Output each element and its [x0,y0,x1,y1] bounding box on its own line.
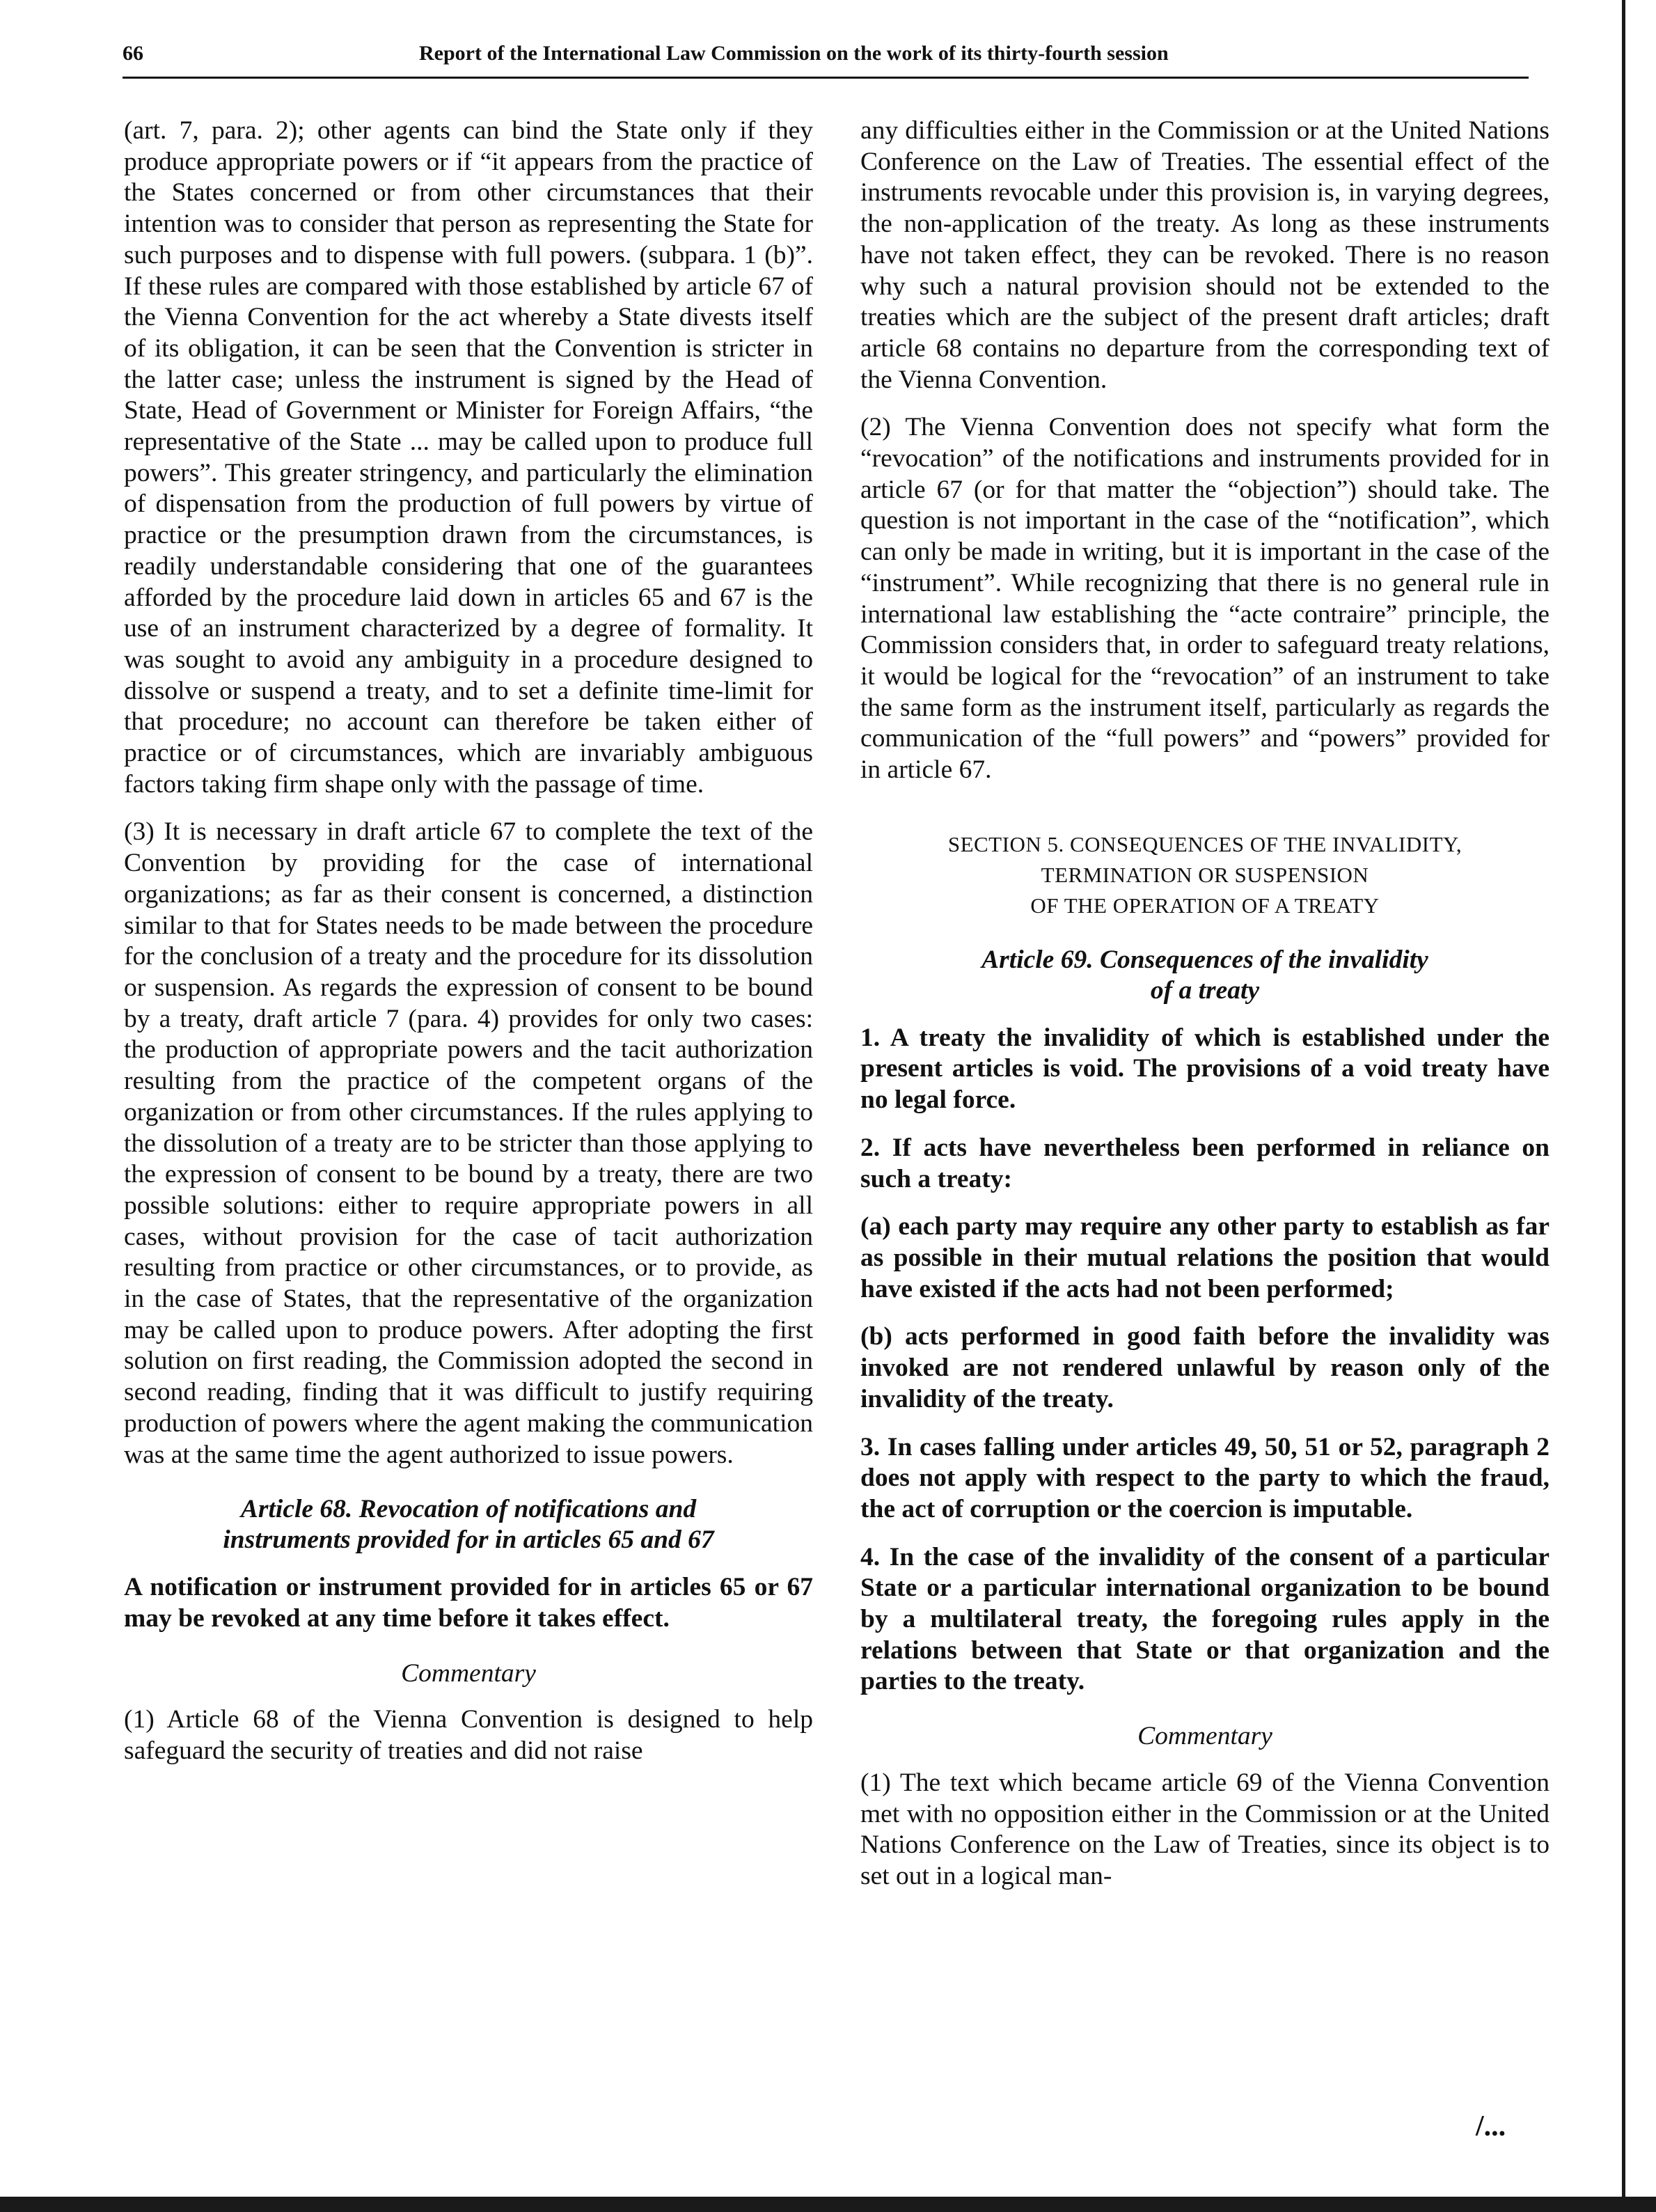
scan-edge-right [1622,0,1625,2212]
left-commentary-68-paragraph-1: (1) Article 68 of the Vienna Convention is designed to help safeguard the security of treaties and did not raise [124,1705,813,1766]
right-commentary-69-paragraph-1: (1) The text which became article 69 of the Vienna Convention met with no opposition either in the Commission or at the United Nations Conference on the Law of Treaties, since its object is to set out in a logical man- [860,1768,1549,1890]
article-69-heading-line-2: of a treaty [1150,975,1260,1005]
running-title: Report of the International Law Commission on the work of its thirty-fourth session [419,42,1169,65]
commentary-heading-68: Commentary [401,1658,536,1688]
right-paragraph-2: (2) The Vienna Convention does not specify what form the “revocation” of the notifications and instruments provided for in article 67 (or for that matter the “objection”) should take. The question is not important in the case of the “notification”, which can only be made in writing, but it is important in the case of the “instrument”. While recognizing that there is no general rule in international law establishing the “acte contraire” principle, the Commission considers that, in order to safeguard treaty relations, it would be logical for the “revocation” of an instrument to take the same form as the instrument itself, particularly as regards the communication of the “full powers” and “powers” provided for in article 67. [860,413,1549,785]
section-heading-line-2: TERMINATION OR SUSPENSION [1041,862,1369,887]
article-69-paragraph-2: 2. If acts have nevertheless been performed in reliance on such a treaty: [860,1133,1549,1193]
right-paragraph-1: any difficulties either in the Commission or at the United Nations Conference on the Law of Treaties. The essential effect of the instruments revocable under this provision is, in varying degrees, the non-application of the treaty. As long as these instruments have not taken effect, they can be revoked. There is no reason why such a natural provision should not be extended to the treaties which are the subject of the present draft articles; draft article 68 contains no departure from the corresponding text of the Vienna Convention. [860,116,1549,394]
section-heading-line-1: SECTION 5. CONSEQUENCES OF THE INVALIDITY, [947,831,1462,856]
article-69-paragraph-2a: (a) each party may require any other party to establish as far as possible in their mutual relations the position that would have existed if the acts had not been performed; [860,1212,1549,1303]
page-number: 66 [123,42,143,65]
page-header [123,42,1529,79]
article-69-paragraph-4: 4. In the case of the invalidity of the consent of a particular State or a particular international organization to be bound by a multilateral treaty, the foregoing rules apply in the relations between that State or that organization and the parties to the treaty. [860,1542,1549,1696]
article-68-text: A notification or instrument provided for in articles 65 or 67 may be revoked at any time before it takes effect. [124,1573,813,1633]
section-heading-line-3: OF THE OPERATION OF A TREATY [1030,893,1380,918]
article-69-paragraph-2b: (b) acts performed in good faith before the invalidity was invoked are not rendered unlawful by reason only of the invalidity of the treaty. [860,1322,1549,1413]
right-column [860,116,1549,1909]
article-69-heading-line-1: Article 69. Consequences of the invalidity [981,945,1428,974]
article-68-heading-line-1: Article 68. Revocation of notifications and [240,1495,697,1524]
left-paragraph-1: (art. 7, para. 2); other agents can bind the State only if they produce appropriate powers or if “it appears from the practice of the States concerned or from other circumstances that their intention was to consider that person as representing the State for such purposes and to dispense with full powers. (subpara. 1 (b)”. If these rules are compared with those established by article 67 of the Vienna Convention for the act whereby a State divests itself of its obligation, it can be seen that the Convention is stricter in the latter case; unless the instrument is signed by the Head of State, Head of Government or Minister for Foreign Affairs, “the representative of the State ... may be called upon to produce full powers”. This greater stringency, and particularly the elimination of dispensation from the production of full powers by virtue of practice or the presumption drawn from the circumstances, is readily understandable considering that one of the guarantees afforded by the procedure laid down in articles 65 and 67 is the use of an instrument characterized by a degree of formality. It was sought to avoid any ambiguity in a procedure designed to dissolve or suspend a treaty, and to set a definite time-limit for that procedure; no account can therefore be taken either of practice or of circumstances, which are invariably ambiguous factors taking firm shape only with the passage of time. [124,116,813,799]
article-69-paragraph-1: 1. A treaty the invalidity of which is established under the present articles is void. The provisions of a void treaty have no legal force. [860,1023,1549,1115]
article-69-heading [860,945,1549,1006]
article-68-heading [124,1494,813,1555]
scan-edge-bottom [0,2197,1656,2212]
continuation-mark: /... [1476,2110,1506,2142]
left-paragraph-3-commentary: (3) It is necessary in draft article 67 to complete the text of the Convention by providing for the case of international organizations; as far as their consent is concerned, a distinction similar to that for States needs to be made between the procedure for the conclusion of a treaty and the procedure for its dissolution or suspension. As regards the expression of consent to be bound by a treaty, draft article 7 (para. 4) provides for only two cases: the production of appropriate powers and the tacit authorization resulting from the practice of the competent organs of the organization or from other circumstances. If the rules applying to the dissolution of a treaty are to be stricter than those applying to the expression of consent to be bound by a treaty, there are two possible solutions: either to require appropriate powers in all cases, without provision for the case of tacit authorization resulting from practice or other circumstances, or to provide, as in the case of States, that the representative of the organization may be called upon to produce powers. After adopting the first solution on first reading, the Commission adopted the second in second reading, finding that it was difficult to justify requiring production of powers where the agent making the communication was at the same time the agent authorized to issue powers. [124,817,813,1469]
commentary-heading-69: Commentary [1137,1722,1272,1751]
left-column [124,116,813,1784]
section-5-heading [860,829,1549,921]
article-68-heading-line-2: instruments provided for in articles 65 and 67 [223,1525,714,1555]
article-69-paragraph-3: 3. In cases falling under articles 49, 50, 51 or 52, paragraph 2 does not apply with respect to the party to which the fraud, the act of corruption or the coercion is imputable. [860,1432,1549,1523]
